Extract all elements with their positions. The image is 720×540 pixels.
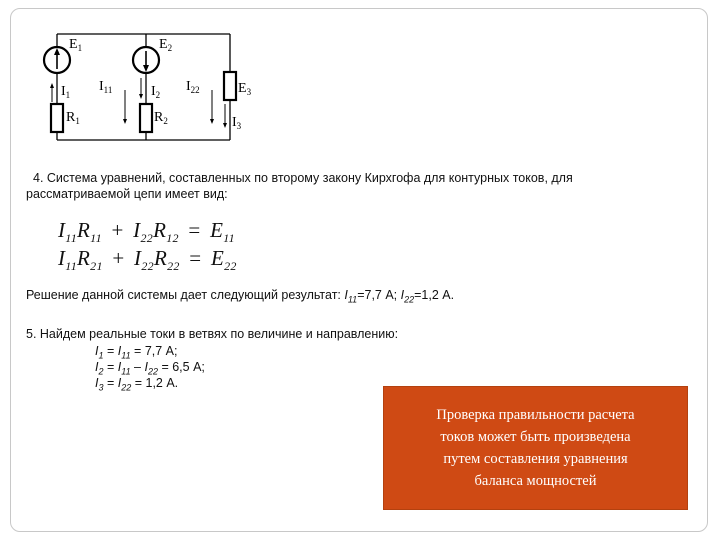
circuit-diagram	[35, 28, 275, 148]
label-r2: $R_2$	[154, 110, 168, 126]
label-loop-i22: $I_{22}$	[186, 79, 200, 95]
label-r1: $R_1$	[66, 110, 80, 126]
label-i1: $I_1$	[61, 84, 71, 100]
section-5-heading: 5. Найдем реальные токи в ветвях по величине и направлению:	[26, 327, 399, 341]
power-balance-callout	[383, 386, 688, 510]
label-i3: $I_3$	[232, 115, 242, 131]
equation-2: $I_{11}R_{21} + I_{22}R_{22} = E_{22}$	[58, 246, 237, 274]
current-i3-line: $I_3 = I_{22} = 1,2$ А.	[95, 376, 179, 393]
section-4-line-2: рассматриваемой цепи имеет вид:	[26, 187, 228, 201]
label-e3: $E_3$	[238, 81, 252, 97]
label-e2: $E_2$	[159, 37, 173, 53]
section-4-line-1: 4. Система уравнений, составленных по второму закону Кирхгофа для контурных токов, для	[33, 171, 573, 185]
label-i2: $I_2$	[151, 84, 161, 100]
solution-line: Решение данной системы дает следующий результат: $I_{11}=7,7$ А; $I_{22}=1,2$ А.	[26, 288, 455, 305]
resistor-r1-icon	[51, 104, 63, 132]
current-i2-line: $I_2 = I_{11} - I_{22} = 6,5$ А;	[95, 360, 205, 377]
label-e1: $E_1$	[69, 37, 83, 53]
equation-1: $I_{11}R_{11} + I_{22}R_{12} = E_{11}$	[58, 218, 235, 246]
resistor-r3-icon	[224, 72, 236, 100]
resistor-r2-icon	[140, 104, 152, 132]
label-loop-i11: $I_{11}$	[99, 79, 113, 95]
current-i1-line: $I_1 = I_{11} = 7,7$ А;	[95, 344, 178, 361]
callout-text: Проверка правильности расчета токов может быть произведена путем составления уравнения баланса мощностей	[436, 407, 635, 489]
